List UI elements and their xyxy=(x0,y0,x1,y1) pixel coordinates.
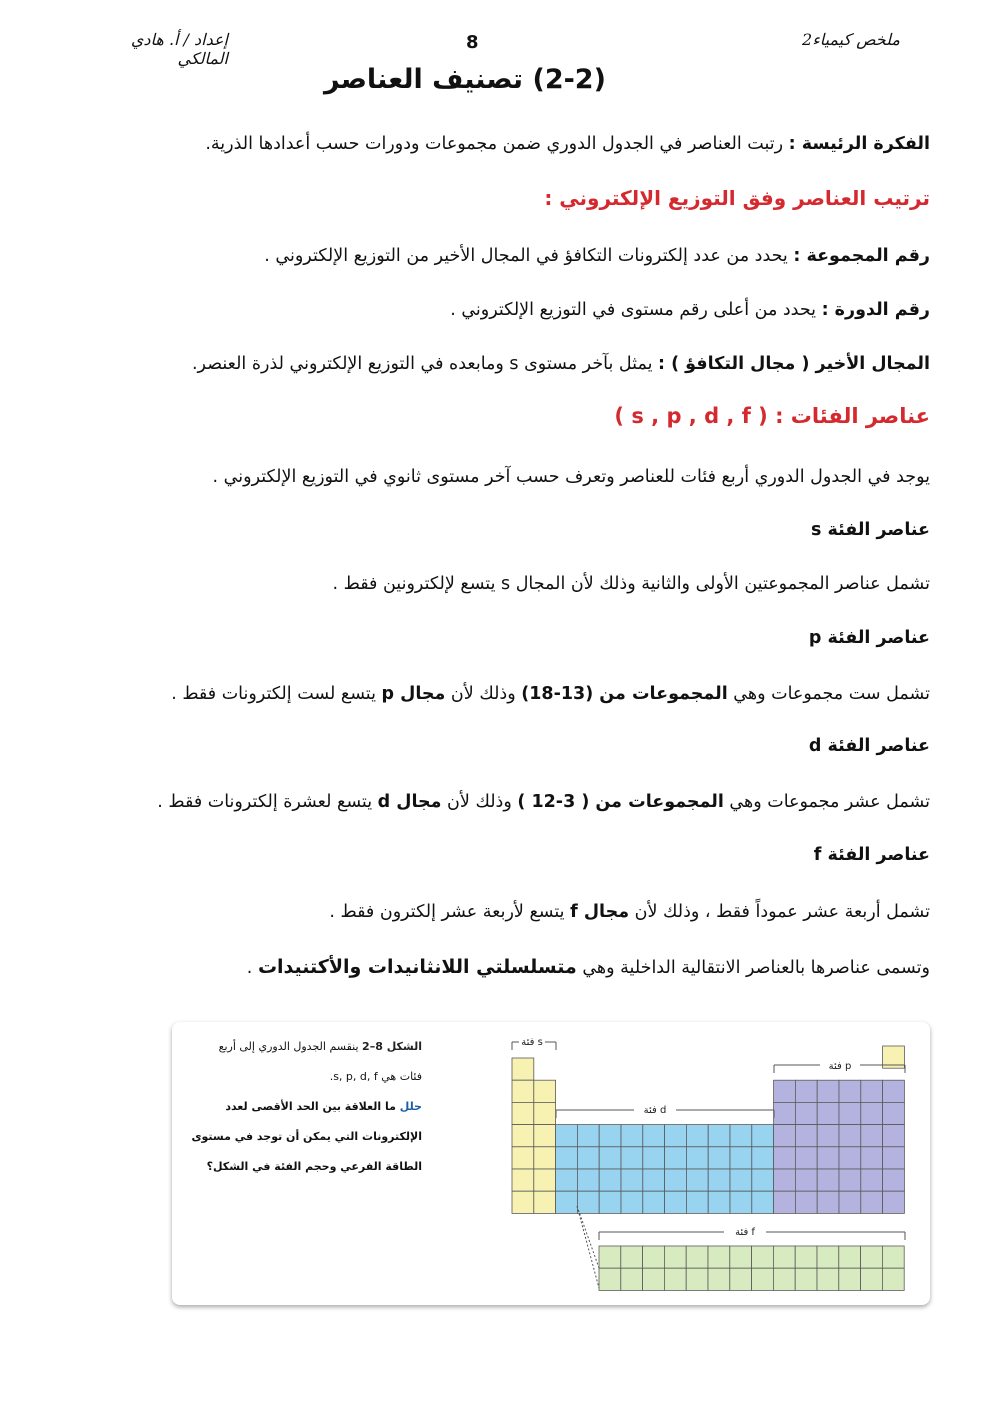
f-cell xyxy=(599,1268,621,1290)
caption-title: الشكل 8–2 xyxy=(362,1040,422,1053)
caption-q-label: حلل xyxy=(399,1100,422,1113)
p-cell xyxy=(883,1102,905,1124)
section2-heading: عناصر الفئات : ( s , p , d , f ) xyxy=(614,404,930,428)
f-cell xyxy=(643,1268,665,1290)
s-cell xyxy=(512,1125,534,1147)
d-cell xyxy=(686,1147,708,1169)
d-text-bold2: مجال d xyxy=(377,792,442,812)
d-cell xyxy=(708,1147,730,1169)
p-text-1: تشمل ست مجموعات وهي xyxy=(727,684,930,704)
f-cell xyxy=(730,1246,752,1268)
d-cell xyxy=(730,1125,752,1147)
header-right: ملخص كيمياء2 xyxy=(802,30,900,49)
f-cell xyxy=(664,1268,686,1290)
d-text-bold1: المجموعات من ( 3-12 ) xyxy=(517,792,724,812)
period-number-label: رقم الدورة : xyxy=(821,300,930,320)
blocks-intro: يوجد في الجدول الدوري أربع فئات للعناصر وتعرف حسب آخر مستوى ثانوي في التوزيع الإلكتروني . xyxy=(212,467,930,487)
p-cell xyxy=(774,1147,796,1169)
d-cell xyxy=(730,1169,752,1191)
p-cell xyxy=(883,1147,905,1169)
group-number-def xyxy=(40,244,930,268)
table-cells xyxy=(512,1046,904,1290)
f-cell xyxy=(861,1268,883,1290)
d-cell xyxy=(621,1169,643,1191)
main-idea xyxy=(40,132,930,156)
d-cell xyxy=(577,1147,599,1169)
p-block-text xyxy=(40,682,930,706)
caption-q-1: ما العلاقة بين الحد الأقصى لعدد xyxy=(225,1100,400,1113)
d-cell xyxy=(730,1191,752,1213)
p-cell xyxy=(795,1102,817,1124)
p-cell xyxy=(883,1125,905,1147)
f-cell xyxy=(773,1268,795,1290)
label-f-block: فئة f xyxy=(735,1227,755,1238)
d-cell xyxy=(708,1125,730,1147)
main-idea-text: رتبت العناصر في الجدول الدوري ضمن مجموعات ودورات حسب أعدادها الذرية. xyxy=(205,134,789,154)
d-cell xyxy=(577,1125,599,1147)
d-cell xyxy=(752,1169,774,1191)
d-block-heading: عناصر الفئة d xyxy=(808,736,930,756)
series-text-2: . xyxy=(246,958,258,978)
period-number-def xyxy=(40,298,930,322)
f-cell xyxy=(664,1246,686,1268)
last-orbital-text: يمثل بآخر مستوى s ومابعده في التوزيع الإلكتروني لذرة العنصر. xyxy=(191,354,658,374)
page-title: (2-2) تصنيف العناصر xyxy=(324,64,606,95)
p-cell xyxy=(774,1169,796,1191)
s-cell xyxy=(512,1080,534,1102)
f-cell xyxy=(839,1246,861,1268)
p-cell xyxy=(817,1102,839,1124)
d-cell xyxy=(556,1191,578,1213)
s-cell xyxy=(534,1125,556,1147)
p-cell xyxy=(861,1080,883,1102)
series-text-1: وتسمى عناصرها بالعناصر الانتقالية الداخلية وهي xyxy=(576,958,930,978)
f-cell xyxy=(795,1268,817,1290)
p-cell xyxy=(795,1147,817,1169)
s-cell xyxy=(512,1169,534,1191)
p-cell xyxy=(883,1080,905,1102)
last-orbital-def xyxy=(40,352,930,376)
f-text-1: تشمل أربعة عشر عموداً فقط ، وذلك لأن xyxy=(629,902,930,922)
label-p-block: فئة p xyxy=(828,1061,852,1072)
periodic-table-diagram xyxy=(172,1022,930,1305)
d-cell xyxy=(686,1191,708,1213)
f-cell xyxy=(817,1246,839,1268)
p-cell xyxy=(883,1191,905,1213)
d-cell xyxy=(686,1125,708,1147)
f-text-bold: مجال f xyxy=(570,902,630,922)
d-cell xyxy=(643,1191,665,1213)
f-block-heading: عناصر الفئة f xyxy=(813,845,930,865)
d-text-2: وذلك لأن xyxy=(441,792,518,812)
d-text-1: تشمل عشر مجموعات وهي xyxy=(723,792,930,812)
d-block-text xyxy=(40,790,930,814)
f-cell xyxy=(773,1246,795,1268)
p-cell xyxy=(795,1125,817,1147)
group-number-text: يحدد من عدد إلكترونات التكافؤ في المجال الأخير من التوزيع الإلكتروني . xyxy=(264,246,794,266)
last-orbital-label: المجال الأخير ( مجال التكافؤ ) : xyxy=(658,354,930,374)
p-cell xyxy=(861,1191,883,1213)
d-cell xyxy=(643,1125,665,1147)
p-cell xyxy=(817,1125,839,1147)
f-cell xyxy=(686,1268,708,1290)
s-block-heading: عناصر الفئة s xyxy=(811,520,930,540)
s-cell xyxy=(512,1191,534,1213)
p-cell xyxy=(774,1191,796,1213)
p-cell xyxy=(861,1147,883,1169)
d-cell xyxy=(686,1169,708,1191)
d-cell xyxy=(708,1191,730,1213)
d-cell xyxy=(708,1169,730,1191)
f-cell xyxy=(621,1268,643,1290)
f-cell xyxy=(752,1246,774,1268)
p-cell xyxy=(861,1169,883,1191)
d-cell xyxy=(599,1191,621,1213)
p-cell xyxy=(839,1191,861,1213)
page-number: 8 xyxy=(466,32,479,53)
d-cell xyxy=(556,1147,578,1169)
series-text xyxy=(40,955,930,980)
main-idea-label: الفكرة الرئيسة : xyxy=(788,134,930,154)
d-cell xyxy=(643,1147,665,1169)
f-cell xyxy=(795,1246,817,1268)
f-cell xyxy=(599,1246,621,1268)
d-cell xyxy=(730,1147,752,1169)
s-cell xyxy=(534,1191,556,1213)
s-block-text: تشمل عناصر المجموعتين الأولى والثانية وذلك لأن المجال s يتسع لإلكترونين فقط . xyxy=(332,574,930,594)
periodic-table-figure xyxy=(172,1022,930,1305)
f-cell xyxy=(861,1246,883,1268)
series-text-bold: متسلسلتي اللانثانيدات والأكتنيدات xyxy=(257,956,577,978)
d-cell xyxy=(752,1191,774,1213)
caption-line1: ينقسم الجدول الدوري إلى أربع xyxy=(218,1040,363,1053)
p-cell xyxy=(795,1191,817,1213)
p-cell xyxy=(817,1191,839,1213)
section1-heading: ترتيب العناصر وفق التوزيع الإلكتروني : xyxy=(544,186,930,210)
header-left: إعداد / أ. هادي المالكي xyxy=(130,30,228,68)
f-cell xyxy=(817,1268,839,1290)
d-cell xyxy=(752,1147,774,1169)
s-cell xyxy=(534,1102,556,1124)
group-number-label: رقم المجموعة : xyxy=(793,246,930,266)
s-cell xyxy=(534,1147,556,1169)
p-cell xyxy=(817,1080,839,1102)
d-cell xyxy=(599,1125,621,1147)
p-cell xyxy=(839,1125,861,1147)
d-cell xyxy=(665,1147,687,1169)
p-cell xyxy=(839,1080,861,1102)
p-block-heading: عناصر الفئة p xyxy=(808,628,930,648)
s-cell xyxy=(534,1169,556,1191)
p-text-bold1: المجموعات من (13-18) xyxy=(521,684,728,704)
f-cell xyxy=(882,1268,904,1290)
f-cell xyxy=(708,1268,730,1290)
f-text-2: يتسع لأربعة عشر إلكترون فقط . xyxy=(329,902,571,922)
p-cell xyxy=(883,1169,905,1191)
d-cell xyxy=(665,1169,687,1191)
period-number-text: يحدد من أعلى رقم مستوى في التوزيع الإلكتروني . xyxy=(450,300,822,320)
d-cell xyxy=(621,1191,643,1213)
d-cell xyxy=(621,1125,643,1147)
d-cell xyxy=(665,1191,687,1213)
p-cell xyxy=(839,1102,861,1124)
d-cell xyxy=(556,1169,578,1191)
f-cell xyxy=(730,1268,752,1290)
label-s-block: فئة s xyxy=(521,1037,543,1048)
s-cell xyxy=(512,1102,534,1124)
p-cell xyxy=(817,1147,839,1169)
d-cell xyxy=(599,1169,621,1191)
d-cell xyxy=(752,1125,774,1147)
p-cell xyxy=(774,1125,796,1147)
f-cell xyxy=(643,1246,665,1268)
f-cell xyxy=(752,1268,774,1290)
p-text-2: وذلك لأن xyxy=(445,684,522,704)
s-cell xyxy=(512,1147,534,1169)
p-cell xyxy=(839,1169,861,1191)
caption-q-2: الإلكترونات التي يمكن أن توجد في مستوى xyxy=(191,1130,422,1143)
p-text-3: يتسع لست إلكترونات فقط . xyxy=(171,684,382,704)
s-cell xyxy=(534,1080,556,1102)
d-text-3: يتسع لعشرة إلكترونات فقط . xyxy=(157,792,378,812)
label-d-block: فئة d xyxy=(643,1105,667,1116)
f-cell xyxy=(708,1246,730,1268)
d-cell xyxy=(621,1147,643,1169)
p-cell xyxy=(795,1169,817,1191)
f-cell xyxy=(839,1268,861,1290)
caption-line2: فئات هي s, p, d, f. xyxy=(329,1070,422,1083)
p-text-bold2: مجال p xyxy=(381,684,446,704)
p-cell xyxy=(817,1169,839,1191)
f-cell xyxy=(621,1246,643,1268)
caption-q-3: الطاقة الفرعي وحجم الفئة في الشكل؟ xyxy=(206,1160,422,1173)
d-cell xyxy=(577,1169,599,1191)
p-cell xyxy=(861,1102,883,1124)
d-cell xyxy=(577,1191,599,1213)
p-cell xyxy=(774,1102,796,1124)
d-cell xyxy=(556,1125,578,1147)
p-cell xyxy=(795,1080,817,1102)
p-cell xyxy=(839,1147,861,1169)
d-cell xyxy=(599,1147,621,1169)
p-cell xyxy=(861,1125,883,1147)
f-cell xyxy=(882,1246,904,1268)
d-cell xyxy=(643,1169,665,1191)
f-block-text xyxy=(40,900,930,924)
f-cell xyxy=(686,1246,708,1268)
p-cell xyxy=(774,1080,796,1102)
s-cell xyxy=(512,1058,534,1080)
d-cell xyxy=(665,1125,687,1147)
